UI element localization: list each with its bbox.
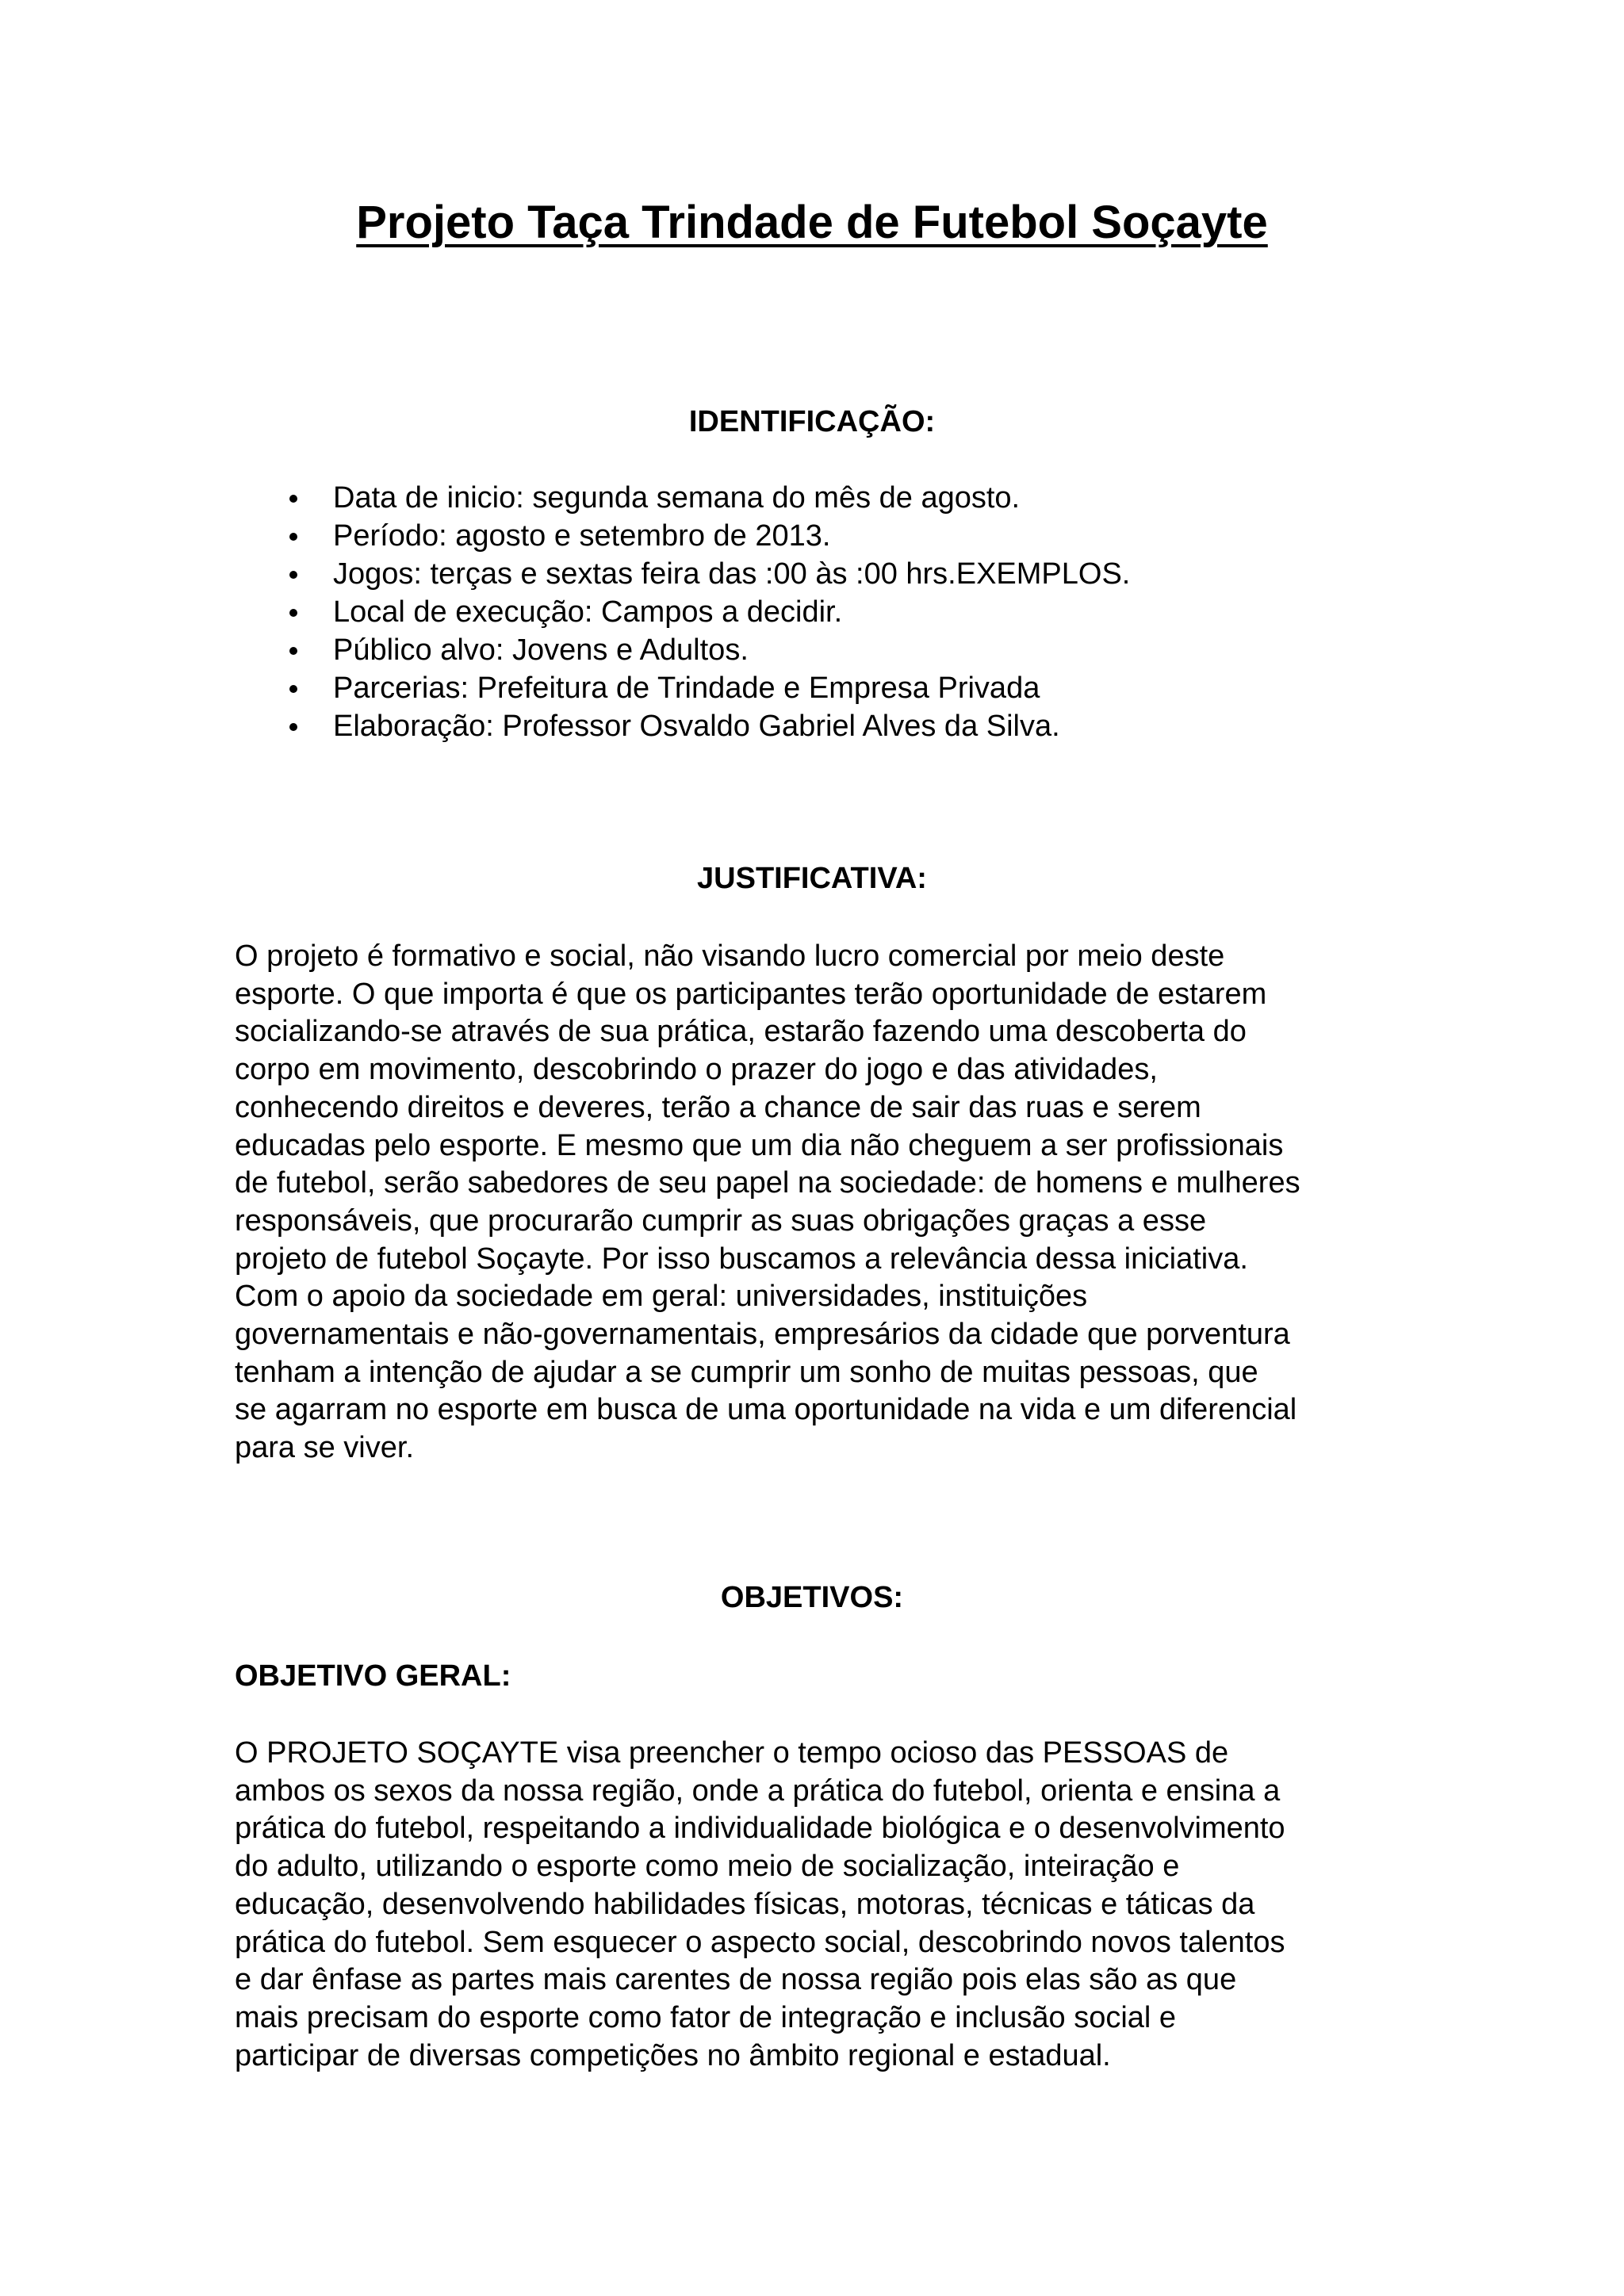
list-item <box>235 517 1424 555</box>
text-line: educadas pelo esporte. E mesmo que um dia não cheguem a ser profissionais <box>235 1128 1284 1162</box>
list-item <box>235 707 1424 745</box>
text-line: do adulto, utilizando o esporte como meio de socialização, inteiração e <box>235 1850 1180 1884</box>
text-line: de futebol, serão sabedores de seu papel na sociedade: de homens e mulheres <box>235 1166 1300 1200</box>
list-item-text: Período: agosto e setembro de 2013. <box>333 519 831 553</box>
text-line: mais precisam do esporte como fator de integração e inclusão social e <box>235 2000 1177 2034</box>
list-item <box>235 631 1424 669</box>
list-item-text: Data de inicio: segunda semana do mês de agosto. <box>333 481 1021 515</box>
list-item <box>235 593 1424 631</box>
text-line: socializando-se através de sua prática, estarão fazendo uma descoberta do <box>235 1015 1247 1049</box>
text-line: tenham a intenção de ajudar a se cumprir um sonho de muitas pessoas, que <box>235 1355 1258 1389</box>
text-line: para se viver. <box>235 1431 414 1465</box>
bullet-icon <box>289 533 297 541</box>
bullet-icon <box>289 685 297 693</box>
bullet-icon <box>289 609 297 617</box>
list-item <box>235 669 1424 707</box>
text-line: O PROJETO SOÇAYTE visa preencher o tempo ocioso das PESSOAS de <box>235 1736 1229 1770</box>
list-item <box>235 479 1424 517</box>
bullet-icon <box>289 723 297 731</box>
text-line: se agarram no esporte em busca de uma oportunidade na vida e um diferencial <box>235 1393 1297 1427</box>
text-line: governamentais e não-governamentais, empresários da cidade que porventura <box>235 1318 1290 1352</box>
justificativa-paragraph <box>235 938 1408 1468</box>
list-item <box>235 555 1424 593</box>
text-line: responsáveis, que procurarão cumprir as suas obrigações graças a esse <box>235 1203 1207 1238</box>
list-item-text: Local de execução: Campos a decidir. <box>333 595 843 629</box>
list-item-text: Elaboração: Professor Osvaldo Gabriel Alves da Silva. <box>333 710 1060 743</box>
document-title: Projeto Taça Trindade de Futebol Soçayte <box>356 197 1268 248</box>
bullet-icon <box>289 647 297 655</box>
list-item-text: Público alvo: Jovens e Adultos. <box>333 633 749 667</box>
text-line: prática do futebol. Sem esquecer o aspecto social, descobrindo novos talentos <box>235 1925 1285 1959</box>
identificacao-heading: IDENTIFICAÇÃO: <box>688 405 936 438</box>
text-line: projeto de futebol Soçayte. Por isso buscamos a relevância dessa iniciativa. <box>235 1242 1248 1276</box>
text-line: educação, desenvolvendo habilidades físicas, motoras, técnicas e táticas da <box>235 1887 1255 1921</box>
text-line: Com o apoio da sociedade em geral: universidades, instituições <box>235 1280 1088 1314</box>
text-line: O projeto é formativo e social, não visando lucro comercial por meio deste <box>235 939 1225 973</box>
objetivos-heading: OBJETIVOS: <box>720 1581 904 1614</box>
text-line: conhecendo direitos e deveres, terão a chance de sair das ruas e serem <box>235 1090 1201 1124</box>
text-line: esporte. O que importa é que os participantes terão oportunidade de estarem <box>235 977 1267 1011</box>
list-item-text: Jogos: terças e sextas feira das :00 às :00 hrs.EXEMPLOS. <box>333 557 1131 591</box>
text-line: e dar ênfase as partes mais carentes de nossa região pois elas são as que <box>235 1963 1237 1997</box>
bullet-icon <box>289 571 297 579</box>
objetivo-geral-paragraph <box>235 1735 1408 2075</box>
text-line: corpo em movimento, descobrindo o prazer do jogo e das atividades, <box>235 1053 1158 1087</box>
bullet-icon <box>289 495 297 503</box>
objetivo-geral-heading: OBJETIVO GERAL: <box>235 1659 511 1693</box>
text-line: participar de diversas competições no âmbito regional e estadual. <box>235 2038 1111 2072</box>
list-item-text: Parcerias: Prefeitura de Trindade e Empresa Privada <box>333 672 1040 705</box>
justificativa-heading: JUSTIFICATIVA: <box>697 862 927 895</box>
text-line: ambos os sexos da nossa região, onde a prática do futebol, orienta e ensina a <box>235 1774 1281 1808</box>
identificacao-list <box>235 479 1424 745</box>
text-line: prática do futebol, respeitando a individualidade biológica e o desenvolvimento <box>235 1812 1285 1846</box>
